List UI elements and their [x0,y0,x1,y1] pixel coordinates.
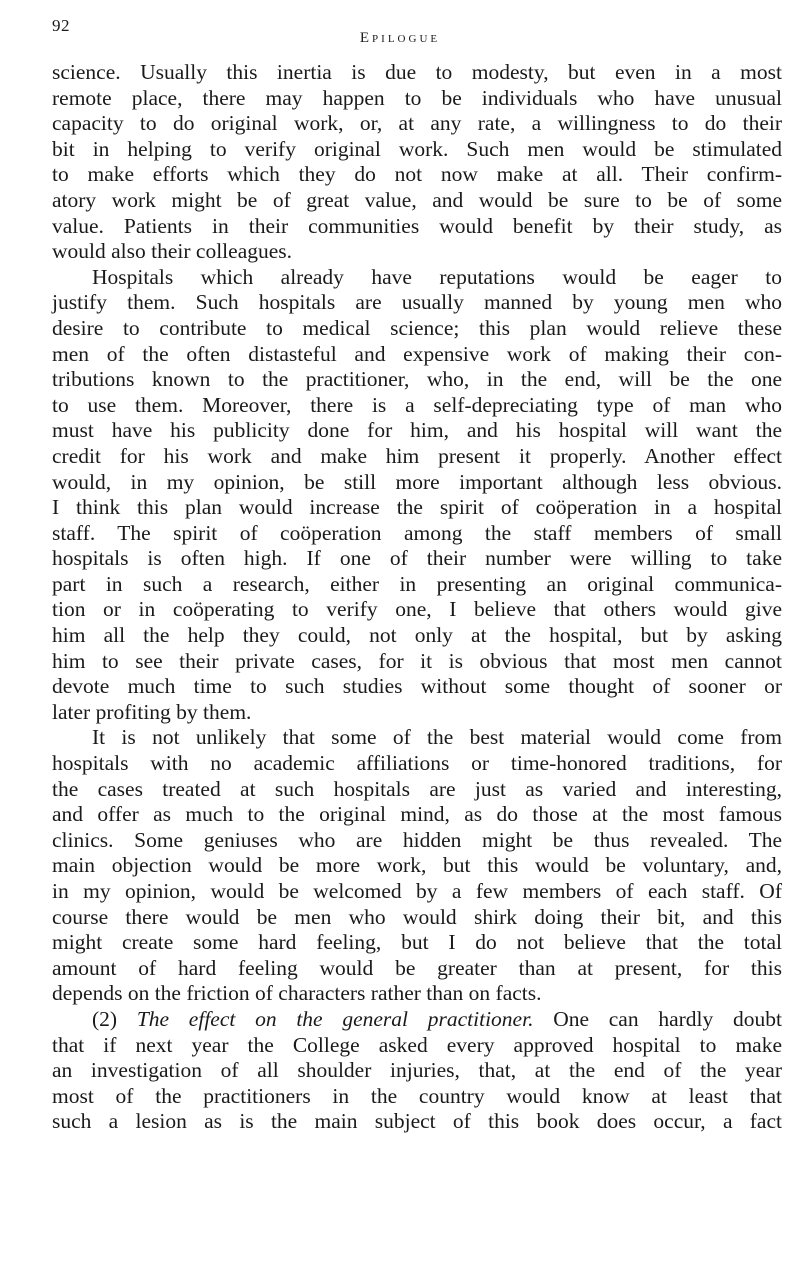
text-line: I think this plan would increase the spirit of coöperation in a hospital [52,495,782,520]
text-line: value. Patients in their communities would benefit by their study, as [52,213,782,238]
paragraph [52,725,782,1007]
text-line: staff. The spirit of coöperation among the staff members of small [52,520,782,545]
paragraph [52,60,782,265]
section-number: (2) [92,1006,137,1031]
text-line: credit for his work and make him present it properly. Another effect [52,443,782,468]
text-line: to use them. Moreover, there is a self-depreciating type of man who [52,392,782,417]
text-line: main objection would be more work, but this would be voluntary, and, [52,853,782,878]
text-line: capacity to do original work, or, at any rate, a willingness to do their [52,111,782,136]
text-line: an investigation of all shoulder injuries, that, at the end of the year [52,1058,782,1083]
text-line: amount of hard feeling would be greater than at present, for this [52,955,782,980]
text-line: clinics. Some geniuses who are hidden might be thus revealed. The [52,827,782,852]
text-line: hospitals with no academic affiliations or time-honored traditions, for [52,751,782,776]
text-line: course there would be men who would shirk doing their bit, and this [52,904,782,929]
text-line: depends on the friction of characters rather than on facts. [52,981,542,1006]
text-line: the cases treated at such hospitals are just as varied and interesting, [52,776,782,801]
text-line: tion or in coöperating to verify one, I believe that others would give [52,597,782,622]
text-line: in my opinion, would be welcomed by a few members of each staff. Of [52,879,782,903]
text-line: might create some hard feeling, but I do not believe that the total [52,930,782,955]
text-line: and offer as much to the original mind, as do those at the most famous [52,802,782,827]
text-line: later profiting by them. [52,699,252,724]
text-line: to make efforts which they do not now make at all. Their confirm- [52,162,782,187]
text-line: would, in my opinion, be still more important although less obvious. [52,469,782,494]
text-line: him all the help they could, not only at the hospital, but by asking [52,623,782,648]
text-line: must have his publicity done for him, and his hospital will want the [52,418,782,443]
text-line: bit in helping to verify original work. Such men would be stimulated [52,136,782,161]
text-line: such a lesion as is the main subject of this book does occur, a fact [52,1109,782,1134]
body-text [52,60,782,1135]
text-line [52,1007,782,1033]
text-line: him to see their private cases, for it is obvious that most men cannot [52,648,782,673]
text-line: hospitals is often high. If one of their number were willing to take [52,546,782,571]
text-line: most of the practitioners in the country would know at least that [52,1083,782,1108]
text-line: science. Usually this inertia is due to modesty, but even in a most [52,60,782,84]
running-head: Epilogue [359,30,441,46]
text-line: men of the often distasteful and expensive work of making their con- [52,341,782,366]
text-line: atory work might be of great value, and would be sure to be of some [52,187,782,212]
text-line: remote place, there may happen to be individuals who have unusual [52,85,782,110]
page-number: 92 [52,16,70,35]
text-line: desire to contribute to medical science; this plan would relieve these [52,315,782,340]
text-line: that if next year the College asked every approved hospital to make [52,1032,782,1057]
section-heading: The effect on the general practitioner. [136,1006,534,1031]
paragraph [52,1007,782,1135]
text-line: devote much time to such studies without some thought of sooner or [52,674,782,699]
text-line: tributions known to the practitioner, who, in the end, will be the one [52,367,782,392]
text-fragment: One can hardly doubt [533,1006,782,1031]
paragraph [52,265,782,726]
text-line: Hospitals which already have reputations would be eager to [92,264,782,289]
text-line: part in such a research, either in presenting an original communica- [52,571,782,596]
text-line: It is not unlikely that some of the best material would come from [92,725,782,750]
text-line: would also their colleagues. [52,239,293,264]
text-line: justify them. Such hospitals are usually manned by young men who [52,290,782,315]
